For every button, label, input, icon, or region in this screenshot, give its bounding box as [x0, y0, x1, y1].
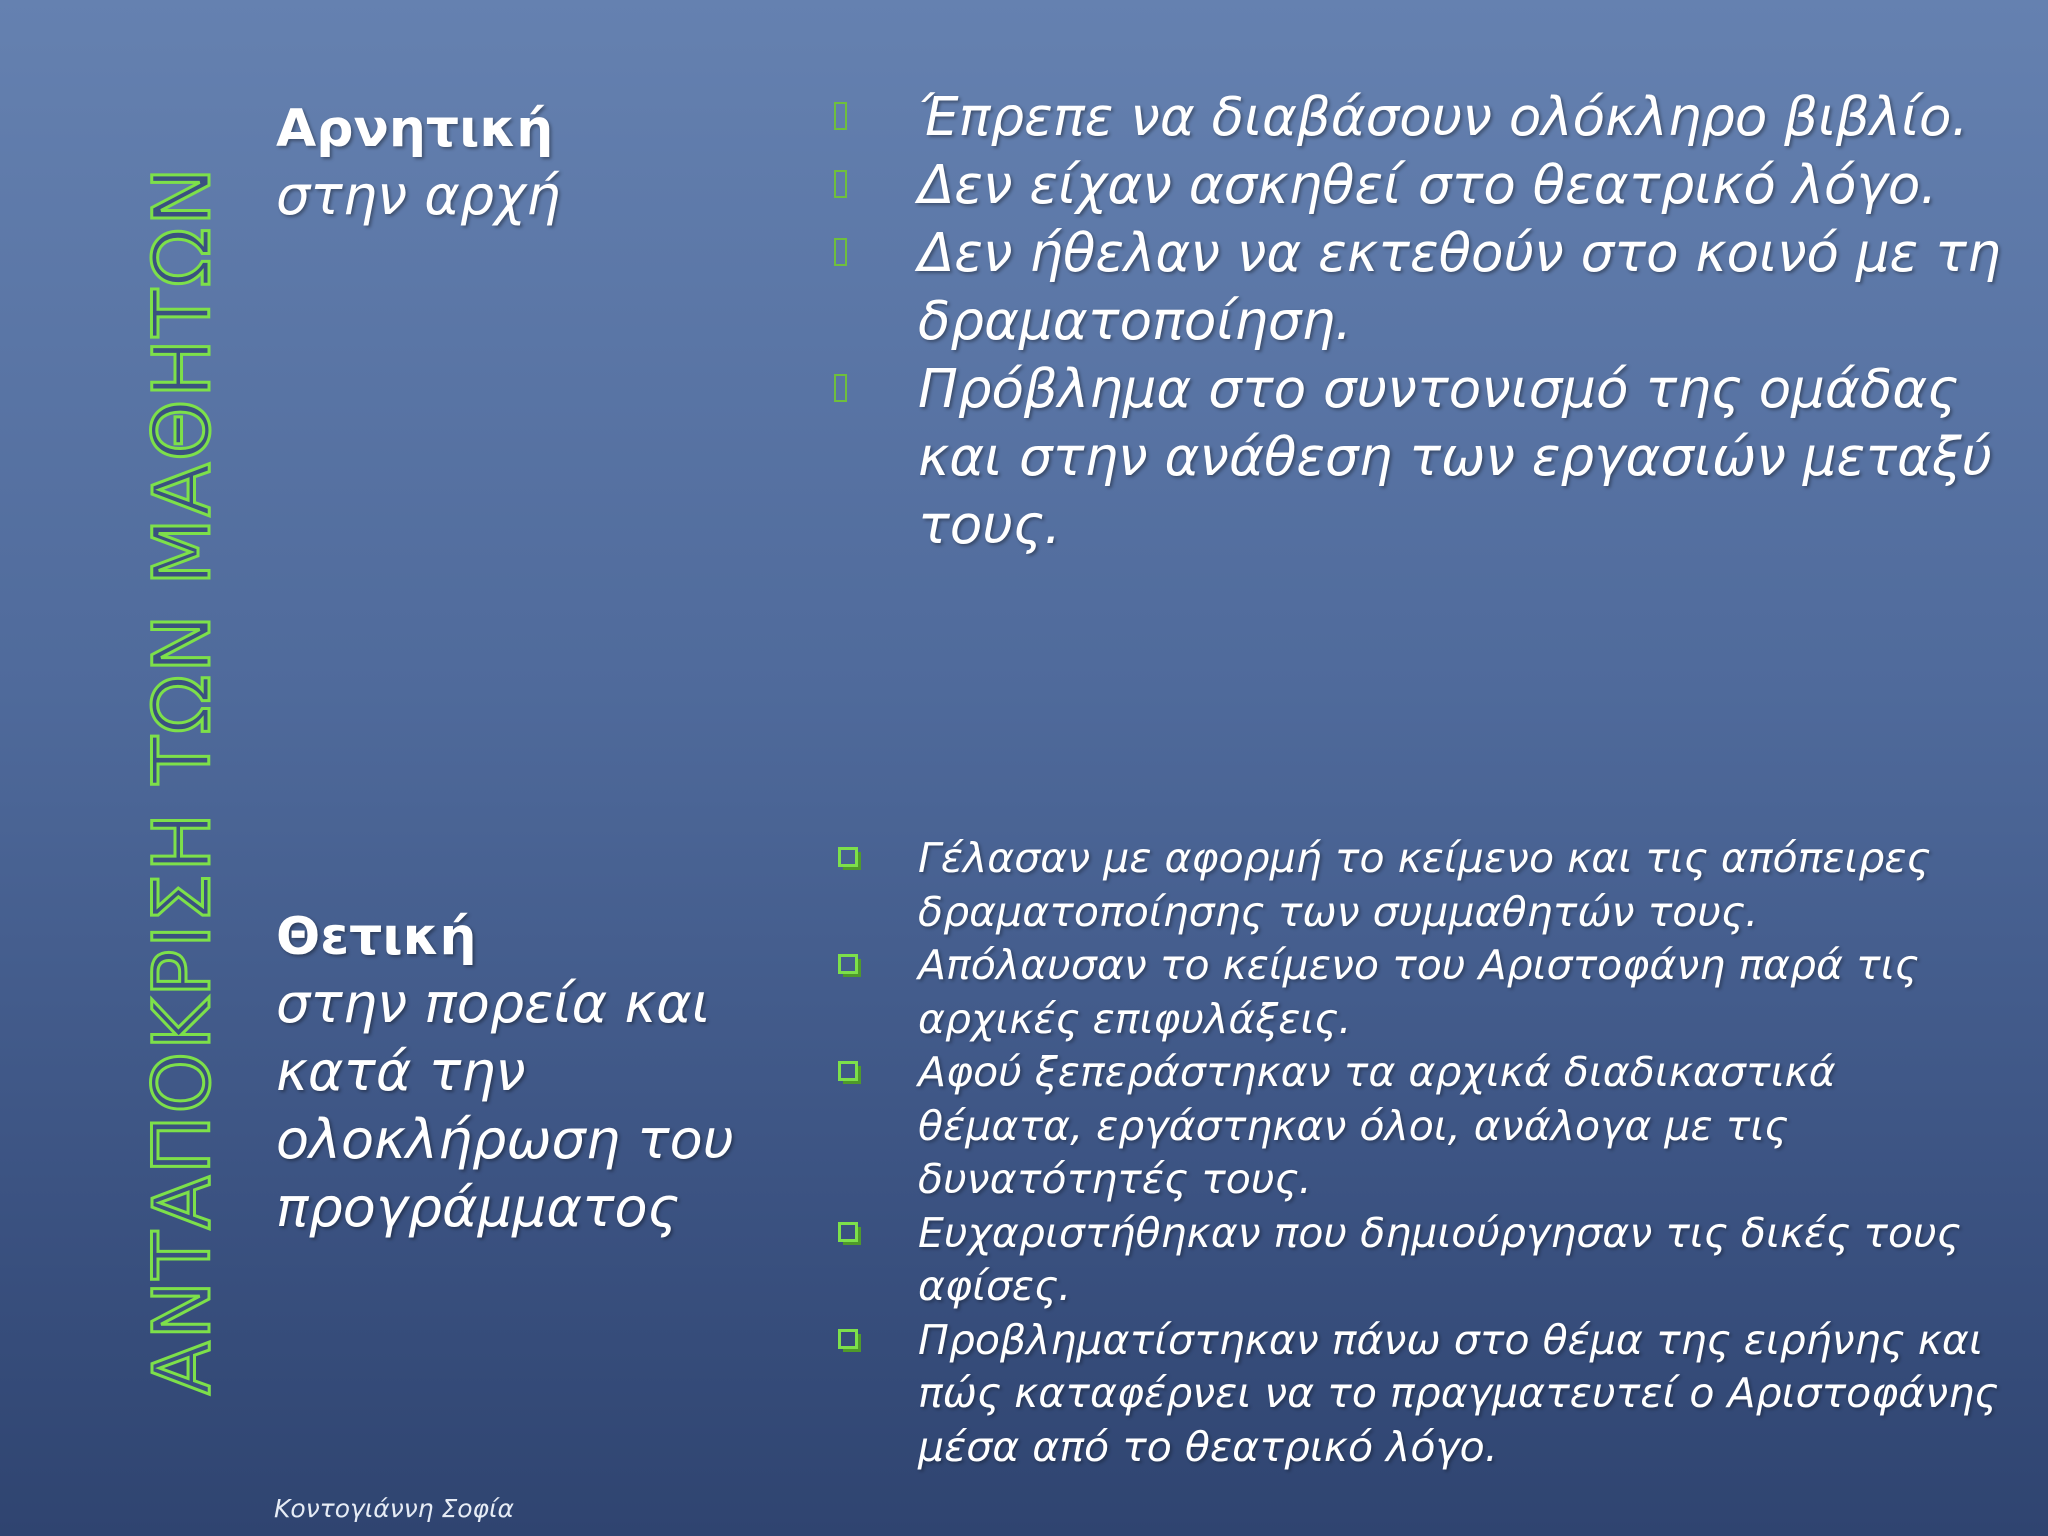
bullet-icon — [834, 238, 847, 266]
list-item — [830, 152, 2010, 220]
list-item-text: Γέλασαν με αφορμή το κείμενο και τις απόπειρες δραματοποίησης των συμμαθητών τους. — [918, 834, 1931, 936]
positive-response-list — [830, 832, 2010, 1474]
positive-label-bold: Θετική — [276, 907, 477, 967]
list-item-text: Έπρεπε να διαβάσουν ολόκληρο βιβλίο. — [918, 87, 1969, 148]
list-item-text: Προβληματίστηκαν πάνω στο θέμα της ειρήνης και πώς καταφέρνει να το πραγματευτεί ο Αριστοφάνης μέσα από το θεατρικό λόγο. — [918, 1315, 1999, 1471]
bullet-icon — [834, 374, 847, 402]
bullet-icon — [834, 170, 847, 198]
list-item-text: Απόλαυσαν το κείμενο του Αριστοφάνη παρά τις αρχικές επιφυλάξεις. — [918, 941, 1919, 1043]
list-item — [830, 84, 2010, 152]
negative-response-label — [276, 96, 796, 230]
positive-response-label — [276, 904, 796, 1242]
footer-author: Κοντογιάννη Σοφία — [274, 1494, 514, 1523]
checkbox-bullet-icon — [838, 847, 858, 867]
positive-label-rest: στην πορεία και κατά την ολοκλήρωση του προγράμματος — [276, 972, 734, 1239]
list-item — [830, 220, 2010, 356]
checkbox-bullet-icon — [838, 954, 858, 974]
negative-response-list — [830, 84, 2010, 560]
list-item-text: Αφού ξεπεράστηκαν τα αρχικά διαδικαστικά θέματα, εργάστηκαν όλοι, ανάλογα με τις δυνατότητές τους. — [918, 1048, 1836, 1203]
list-item-text: Ευχαριστήθηκαν που δημιούργησαν τις δικές τους αφίσες. — [918, 1208, 1961, 1310]
list-item — [830, 832, 2010, 939]
checkbox-bullet-icon — [838, 1222, 858, 1242]
list-item — [830, 1207, 2010, 1314]
list-item-text: Δεν ήθελαν να εκτεθούν στο κοινό με τη δραματοποίηση. — [918, 223, 2001, 352]
list-item — [830, 1314, 2010, 1475]
list-item-text: Δεν είχαν ασκηθεί στο θεατρικό λόγο. — [918, 155, 1938, 216]
list-item — [830, 356, 2010, 560]
list-item — [830, 939, 2010, 1046]
negative-label-rest: στην αρχή — [276, 164, 561, 227]
list-item-text: Πρόβλημα στο συντονισμό της ομάδας και στην ανάθεση των εργασιών μεταξύ τους. — [918, 359, 1993, 556]
checkbox-bullet-icon — [838, 1329, 858, 1349]
bullet-icon — [834, 102, 847, 130]
list-item — [830, 1046, 2010, 1207]
vertical-slide-title: ΑΝΤΑΠΟΚΡΙΣΗ ΤΩΝ ΜΑΘΗΤΩΝ — [138, 165, 228, 1395]
checkbox-bullet-icon — [838, 1061, 858, 1081]
negative-label-bold: Αρνητική — [276, 99, 554, 159]
